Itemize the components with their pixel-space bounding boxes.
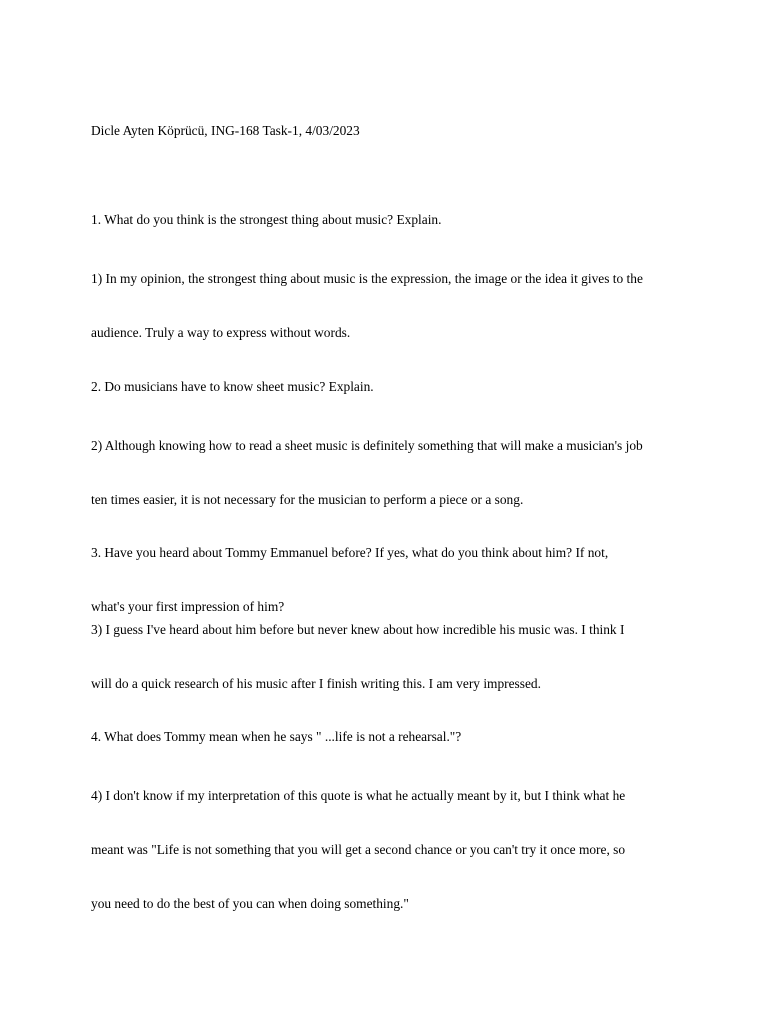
answer-1-line-2: audience. Truly a way to express without words. bbox=[91, 325, 351, 340]
answer-4-line-1: 4) I don't know if my interpretation of this quote is what he actually meant by it, but I think what he bbox=[91, 788, 626, 803]
question-1-line-1: 1. What do you think is the strongest thing about music? Explain. bbox=[91, 212, 442, 227]
header-text: Dicle Ayten Köprücü, ING-168 Task-1, 4/03/2023 bbox=[91, 123, 360, 138]
answer-2-line-2: ten times easier, it is not necessary for the musician to perform a piece or a song. bbox=[91, 492, 524, 507]
answer-3-line-2: will do a quick research of his music after I finish writing this. I am very impressed. bbox=[91, 676, 541, 691]
answer-4-line-2: meant was "Life is not something that you will get a second chance or you can't try it once more, so bbox=[91, 842, 626, 857]
answer-3-line-1: 3) I guess I've heard about him before but never knew about how incredible his music was. I think I bbox=[91, 622, 625, 637]
question-3-line-2: what's your first impression of him? bbox=[91, 599, 285, 614]
question-4-line-1: 4. What does Tommy mean when he says " ...life is not a rehearsal."? bbox=[91, 729, 462, 744]
document-header bbox=[91, 86, 691, 176]
question-2-line-1: 2. Do musicians have to know sheet music? Explain. bbox=[91, 379, 374, 394]
answer-2-line-1: 2) Although knowing how to read a sheet music is definitely something that will make a musician's job bbox=[91, 438, 643, 453]
answer-4 bbox=[91, 751, 691, 949]
answer-1-line-1: 1) In my opinion, the strongest thing about music is the expression, the image or the idea it gives to the bbox=[91, 271, 643, 286]
answer-4-line-3: you need to do the best of you can when doing something." bbox=[91, 896, 409, 911]
question-3-line-1: 3. Have you heard about Tommy Emmanuel before? If yes, what do you think about him? If not, bbox=[91, 545, 609, 560]
